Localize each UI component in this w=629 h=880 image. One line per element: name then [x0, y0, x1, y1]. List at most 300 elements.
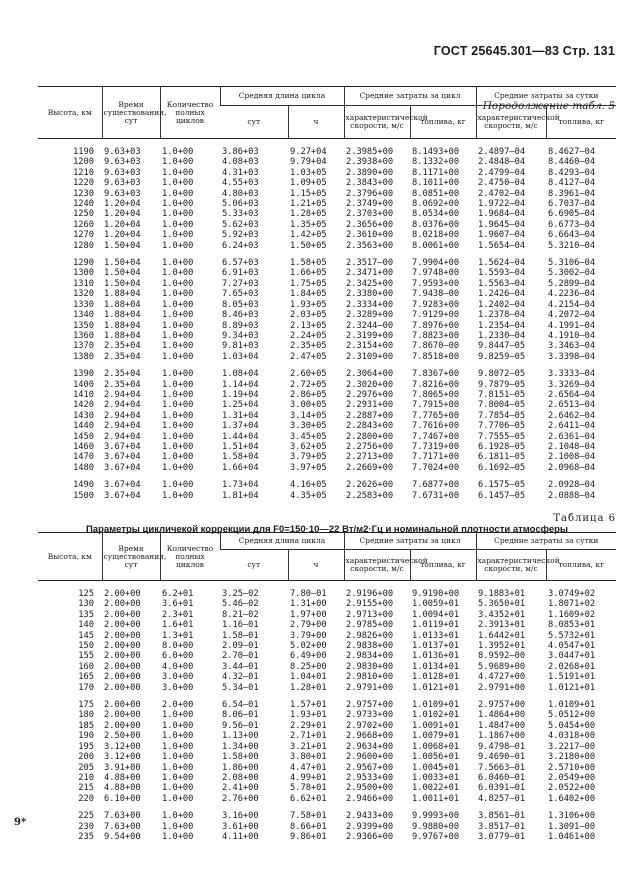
table-cell: 9.56—01	[222, 720, 259, 731]
table-cell: 8.3961—04	[548, 188, 596, 199]
table-cell: 4.1910—04	[548, 330, 596, 341]
table-cell: 2.00+00	[104, 682, 141, 693]
table-cell: 1.0102+01	[412, 710, 460, 721]
table-cell: 225	[78, 811, 94, 822]
table-cell: 1250	[73, 209, 94, 220]
table-cell: 1.0094+01	[412, 609, 460, 620]
table-cell: 1.03+05	[290, 167, 327, 178]
table-cell: 1.97+00	[290, 609, 327, 620]
table-cell: 180	[78, 710, 94, 721]
table-cell: 170	[78, 682, 94, 693]
table-cell: 2.79+00	[290, 620, 327, 631]
table-cell: 2.94+04	[104, 400, 141, 411]
table-cell: 2.9466+00	[346, 793, 394, 804]
table-cell: 8.1011+00	[412, 178, 460, 189]
table-row	[38, 147, 616, 157]
table-row	[38, 209, 616, 219]
table-cell: 1.0056+01	[412, 752, 460, 763]
page-header: ГОСТ 25645.301—83 Стр. 131	[433, 44, 615, 58]
table-cell: 7.7024+00	[412, 462, 460, 473]
table-cell: 9.1883+01	[478, 589, 526, 599]
table-row	[38, 822, 616, 832]
table-cell: 4.31+03	[222, 167, 259, 178]
table-cell: 8.9592—00	[478, 651, 526, 662]
table-cell: 1.0+00	[162, 783, 194, 794]
table-cell: 2.35+04	[104, 341, 141, 352]
table-cell: 8.0534+00	[412, 209, 460, 220]
table-cell: 7.5663—01	[478, 762, 526, 773]
table-cell: 1.66+05	[290, 268, 327, 279]
table-cell: 125	[78, 589, 94, 599]
table-cell: 150	[78, 641, 94, 652]
table-cell: 2.76+00	[222, 793, 259, 804]
table-row	[38, 241, 616, 251]
table-cell: 1.0+00	[162, 490, 194, 501]
table-cell: 8.06—01	[222, 710, 259, 721]
table-cell: 4.88+00	[104, 783, 141, 794]
t6-col-altitude: Высота, км	[47, 551, 92, 561]
table-cell: 1.0121+01	[548, 682, 596, 693]
table-cell: 2.72+05	[290, 379, 327, 390]
table-cell: 1.20+04	[104, 199, 141, 210]
table-cell: 4.0318+00	[548, 731, 596, 742]
table-cell: 9.63+03	[104, 147, 141, 157]
table-cell: 5.3106—04	[548, 258, 596, 269]
table-cell: 9.27+04	[290, 147, 327, 157]
col-altitude: Высота, км	[47, 107, 92, 117]
table-cell: 2.4848—04	[478, 157, 526, 168]
table-cell: 195	[78, 741, 94, 752]
table-cell: 3.67+04	[104, 441, 141, 452]
table-cell: 2.3289+00	[346, 310, 394, 321]
table-row	[38, 641, 616, 651]
table-cell: 2.6564—04	[548, 389, 596, 400]
table-cell: 4.2236—04	[548, 289, 596, 300]
table-cell: 1.2354—04	[478, 320, 526, 331]
table-cell: 5.06+03	[222, 199, 259, 210]
table-cell: 2.4750—04	[478, 178, 526, 189]
table-cell: 2.2976+00	[346, 389, 394, 400]
table-cell: 1.0+00	[162, 330, 194, 341]
table-cell: 200	[78, 752, 94, 763]
table-cell: 6.10+00	[104, 793, 141, 804]
table-cell: 1.28+01	[290, 682, 327, 693]
table-cell: 6.1575—05	[478, 480, 526, 491]
table-cell: 2.3154+00	[346, 341, 394, 352]
table-row	[38, 310, 616, 320]
table-cell: 1500	[73, 490, 94, 501]
table-cell: 1.8071+02	[548, 599, 596, 610]
table-cell: 1.2378—04	[478, 310, 526, 321]
t6-col-char-speed: характеристической скорости, м/с	[344, 550, 410, 581]
group-gap	[38, 804, 616, 811]
table-6-label: Таблица 6	[553, 513, 616, 524]
table-cell: 1.0033+01	[412, 772, 460, 783]
table-cell: 1460	[73, 441, 94, 452]
table-cell: 2.6462—04	[548, 410, 596, 421]
table-cell: 3.0779—01	[478, 831, 526, 842]
t6-col-hours: ч	[288, 550, 344, 581]
table-cell: 1430	[73, 410, 94, 421]
table-cell: 7.7555—05	[478, 431, 526, 442]
table-cell: 1350	[73, 320, 94, 331]
table-cell: 1480	[73, 462, 94, 473]
table-cell: 1.88+04	[104, 310, 141, 321]
table-cell: 1.66+04	[222, 462, 259, 473]
table-row	[38, 369, 616, 379]
table-cell: 1.0+00	[162, 219, 194, 230]
table-cell: 1.37+04	[222, 421, 259, 432]
table-cell: 7.7706—05	[478, 421, 526, 432]
table-cell: 6.1811—05	[478, 452, 526, 463]
table-row	[38, 220, 616, 230]
table-cell: 1.58+04	[222, 452, 259, 463]
table-row	[38, 710, 616, 720]
table-cell: 2.3471+00	[346, 268, 394, 279]
table-cell: 7.8151—05	[478, 389, 526, 400]
table-cell: 1.0+00	[162, 452, 194, 463]
table-cell: 2.00+00	[104, 641, 141, 652]
group-gap	[38, 693, 616, 700]
table-cell: 7.65+03	[222, 289, 259, 300]
table-cell: 7.63+00	[104, 821, 141, 832]
table-cell: 1.81+04	[222, 490, 259, 501]
table-row	[38, 811, 616, 821]
table-cell: 1.15+05	[290, 188, 327, 199]
table-cell: 5.02+00	[290, 641, 327, 652]
table-cell: 1.34+00	[222, 741, 259, 752]
table-cell: 1.0+00	[162, 731, 194, 742]
table-cell: 2.9713+00	[346, 609, 394, 620]
table-cell: 6.1928—05	[478, 441, 526, 452]
table-cell: 1.2426—04	[478, 289, 526, 300]
table-cell: 8.66+01	[290, 821, 327, 832]
table-cell: 7.6877+00	[412, 480, 460, 491]
table-cell: 1280	[73, 240, 94, 251]
table-cell: 2.00+00	[104, 710, 141, 721]
table-cell: 2.00+00	[104, 589, 141, 599]
table-cell: 3.67+04	[104, 462, 141, 473]
table-cell: 1.50+05	[290, 240, 327, 251]
table-cell: 1.50+04	[104, 268, 141, 279]
table-cell: 1.0+00	[162, 762, 194, 773]
table-cell: 6.54—01	[222, 700, 259, 711]
table-cell: 1.88+04	[104, 289, 141, 300]
table-cell: 6.24+03	[222, 240, 259, 251]
table-cell: 1450	[73, 431, 94, 442]
table-cell: 2.9757+00	[346, 700, 394, 711]
table-cell: 1.0+00	[162, 209, 194, 220]
table-cell: 1.0011+01	[412, 793, 460, 804]
table-cell: 3.00+05	[290, 400, 327, 411]
table-cell: 2.9500+00	[346, 783, 394, 794]
table-cell: 3.62+05	[290, 441, 327, 452]
table-row	[38, 289, 616, 299]
table-cell: 2.00+00	[104, 661, 141, 672]
table-cell: 2.9834+00	[346, 651, 394, 662]
table-cell: 4.2154—04	[548, 299, 596, 310]
table-cell: 3.2217—00	[548, 741, 596, 752]
table-cell: 1.57+01	[290, 700, 327, 711]
table-cell: 1.5191+01	[548, 672, 596, 683]
table-cell: 1.0+00	[162, 278, 194, 289]
table-cell: 7.27+03	[222, 278, 259, 289]
table-cell: 4.99+01	[290, 772, 327, 783]
table-cell: 2.3796+00	[346, 188, 394, 199]
table-cell: 4.0547+01	[548, 641, 596, 652]
table-cell: 1.0136+01	[412, 651, 460, 662]
table-cell: 1300	[73, 268, 94, 279]
table-cell: 9.63+03	[104, 178, 141, 189]
table-cell: 3.12+00	[104, 741, 141, 752]
table-row	[38, 610, 616, 620]
table-cell: 2.3843+00	[346, 178, 394, 189]
table-row	[38, 752, 616, 762]
table-cell: 2.3517—00	[346, 258, 394, 269]
table-cell: 8.89+03	[222, 320, 259, 331]
table-cell: 1.0+00	[162, 289, 194, 300]
table-cell: 6.0460—01	[478, 772, 526, 783]
table-cell: 4.32—01	[222, 672, 259, 683]
table-cell: 8.4460—04	[548, 157, 596, 168]
table-cell: 9.9993+00	[412, 811, 460, 822]
table-cell: 1.1867+00	[478, 731, 526, 742]
table-cell: 9.63+03	[104, 188, 141, 199]
col-cost-cycle: Средние затраты за цикл	[344, 87, 476, 106]
table-row	[38, 631, 616, 641]
table-cell: 8.25+00	[290, 661, 327, 672]
table-continuation-label: Породолжение табл. 5	[482, 100, 615, 112]
table-cell: 1.51+04	[222, 441, 259, 452]
table-cell: 1.6442+01	[478, 630, 526, 641]
table-cell: 2.9567+00	[346, 762, 394, 773]
table-cell: 7.9593+00	[412, 278, 460, 289]
table-cell: 2.9785+00	[346, 620, 394, 631]
table-cell: 2.00+00	[104, 620, 141, 631]
table-cell: 1.6+01	[162, 620, 194, 631]
table-cell: 4.16+05	[290, 480, 327, 491]
table-row	[38, 620, 616, 630]
table-cell: 1220	[73, 178, 94, 189]
col-lifetime: Время существования, сут	[102, 87, 160, 139]
table-row	[38, 380, 616, 390]
col-days: сут	[220, 106, 288, 139]
table-cell: 7.7915+00	[412, 400, 460, 411]
table-cell: 4.08+03	[222, 157, 259, 168]
table-cell: 235	[78, 831, 94, 842]
table-cell: 7.63+00	[104, 811, 141, 822]
table-cell: 1.0+00	[162, 167, 194, 178]
table-cell: 1.08+04	[222, 369, 259, 380]
table-cell: 2.2843+00	[346, 421, 394, 432]
table-cell: 7.58+01	[290, 811, 327, 822]
table-cell: 9.9880+00	[412, 821, 460, 832]
table-cell: 1340	[73, 310, 94, 321]
table-cell: 1.58+05	[290, 258, 327, 269]
table-cell: 1.3091—00	[548, 821, 596, 832]
table-cell: 2.0928—04	[548, 480, 596, 491]
table-cell: 3.67+04	[104, 480, 141, 491]
table-row	[38, 742, 616, 752]
table-cell: 1400	[73, 379, 94, 390]
table-cell: 1.0+00	[162, 379, 194, 390]
table-cell: 7.7765+00	[412, 410, 460, 421]
table-cell: 2.3109+00	[346, 351, 394, 362]
table-cell: 6.0391—01	[478, 783, 526, 794]
table-cell: 1.9722—04	[478, 199, 526, 210]
table-cell: 4.11+00	[222, 831, 259, 842]
table-cell: 2.4897—04	[478, 147, 526, 157]
table-cell: 3.79+00	[290, 630, 327, 641]
table-cell: 1.0+00	[162, 821, 194, 832]
table-cell: 2.35+05	[290, 341, 327, 352]
table-cell: 5.2899—04	[548, 278, 596, 289]
table-cell: 7.8367+00	[412, 369, 460, 380]
table-row	[38, 589, 616, 599]
table-cell: 1.5654—04	[478, 240, 526, 251]
table-cell: 1.0+00	[162, 351, 194, 362]
table-cell: 2.3425+00	[346, 278, 394, 289]
table-cell: 2.3913+01	[478, 620, 526, 631]
table-cell: 7.8976+00	[412, 320, 460, 331]
table-cell: 7.7171+00	[412, 452, 460, 463]
table-cell: 7.80—01	[290, 589, 327, 599]
spacer-row	[38, 581, 616, 590]
table-cell: 1260	[73, 219, 94, 230]
t6-col-cycles: Количество полных циклов	[160, 533, 220, 581]
table-cell: 8.0692+00	[412, 199, 460, 210]
table-cell: 2.9433+00	[346, 811, 394, 822]
table-cell: 2.71+01	[290, 731, 327, 742]
table-row	[38, 321, 616, 331]
col-cost-day: Средние затраты за сутки	[476, 87, 616, 106]
table-cell: 2.9733+00	[346, 710, 394, 721]
table-cell: 1.42+05	[290, 230, 327, 241]
table-cell: 2.0+00	[162, 700, 194, 711]
table-cell: 2.9838+00	[346, 641, 394, 652]
table-cell: 3.67+04	[104, 490, 141, 501]
table-5	[38, 86, 616, 501]
table-cell: 8.0+00	[162, 641, 194, 652]
table-cell: 1.75+05	[290, 278, 327, 289]
table-cell: 1.5563—04	[478, 278, 526, 289]
table-cell: 5.0454+00	[548, 720, 596, 731]
table-cell: 1.0133+01	[412, 630, 460, 641]
table-cell: 1.50+04	[104, 278, 141, 289]
table-cell: 1.0+00	[162, 369, 194, 380]
table-cell: 1.0119+01	[412, 620, 460, 631]
table-cell: 2.9830+00	[346, 661, 394, 672]
table-cell: 6.91+03	[222, 268, 259, 279]
table-row	[38, 651, 616, 661]
table-cell: 2.3890+00	[346, 167, 394, 178]
table-row	[38, 331, 616, 341]
table-cell: 1.0+00	[162, 772, 194, 783]
table-cell: 2.2583+00	[346, 490, 394, 501]
table-cell: 3.8517—01	[478, 821, 526, 832]
table-row	[38, 599, 616, 609]
table-cell: 7.7854—05	[478, 410, 526, 421]
table-6-body	[38, 581, 616, 843]
table-cell: 1.20+04	[104, 219, 141, 230]
table-cell: 2.03+05	[290, 310, 327, 321]
table-cell: 4.0+00	[162, 661, 194, 672]
table-cell: 7.8670—00	[412, 341, 460, 352]
table-cell: 4.8257—01	[478, 793, 526, 804]
table-cell: 2.00+00	[104, 672, 141, 683]
table-cell: 2.3+01	[162, 609, 194, 620]
table-cell: 1.9645—04	[478, 219, 526, 230]
table-cell: 190	[78, 731, 94, 742]
table-cell: 2.94+04	[104, 431, 141, 442]
table-cell: 3.79+05	[290, 452, 327, 463]
table-row	[38, 773, 616, 783]
table-5-body	[38, 139, 616, 502]
table-cell: 2.13+05	[290, 320, 327, 331]
table-cell: 7.8065+00	[412, 389, 460, 400]
table-cell: 7.9283+00	[412, 299, 460, 310]
table-cell: 3.21+01	[290, 741, 327, 752]
table-cell: 3.25—02	[222, 589, 259, 599]
table-cell: 1.04+01	[290, 672, 327, 683]
table-cell: 1440	[73, 421, 94, 432]
table-cell: 8.4293—04	[548, 167, 596, 178]
table-cell: 2.5710+00	[548, 762, 596, 773]
table-cell: 6.62+01	[290, 793, 327, 804]
table-cell: 1.0091+01	[412, 720, 460, 731]
col-fuel-day: топлива, кг	[546, 106, 616, 139]
table-cell: 6.57+03	[222, 258, 259, 269]
table-cell: 5.62+03	[222, 219, 259, 230]
col-fuel: топлива, кг	[410, 106, 476, 139]
table-cell: 5.9689+00	[478, 661, 526, 672]
table-cell: 2.00+00	[104, 630, 141, 641]
table-row	[38, 230, 616, 240]
t6-col-cost-day: Средние затраты за сутки	[476, 533, 616, 550]
table-cell: 1.0+00	[162, 310, 194, 321]
table-cell: 3.4352+01	[478, 609, 526, 620]
table-cell: 2.3656+00	[346, 219, 394, 230]
table-cell: 175	[78, 700, 94, 711]
table-cell: 2.9791+00	[346, 682, 394, 693]
table-row	[38, 763, 616, 773]
table-cell: 1.0+00	[162, 258, 194, 269]
table-cell: 1.14+04	[222, 379, 259, 390]
table-cell: 1.0+00	[162, 320, 194, 331]
table-cell: 2.9791+00	[478, 682, 526, 693]
table-cell: 2.2626+00	[346, 480, 394, 491]
table-cell: 1190	[73, 147, 94, 157]
table-cell: 1.09+05	[290, 178, 327, 189]
table-cell: 6.1457—05	[478, 490, 526, 501]
table-cell: 155	[78, 651, 94, 662]
group-gap	[38, 251, 616, 258]
table-cell: 210	[78, 772, 94, 783]
table-cell: 1.50+04	[104, 258, 141, 269]
page-number: 9*	[14, 817, 27, 828]
table-cell: 1.3952+01	[478, 641, 526, 652]
table-5-grid	[38, 86, 616, 501]
table-cell: 2.00+00	[104, 720, 141, 731]
table-cell: 2.9757+00	[478, 700, 526, 711]
table-row	[38, 157, 616, 167]
table-row	[38, 168, 616, 178]
table-row	[38, 480, 616, 490]
table-cell: 2.6513—04	[548, 400, 596, 411]
table-cell: 2.94+04	[104, 410, 141, 421]
table-cell: 2.0968—04	[548, 462, 596, 473]
table-row	[38, 794, 616, 804]
